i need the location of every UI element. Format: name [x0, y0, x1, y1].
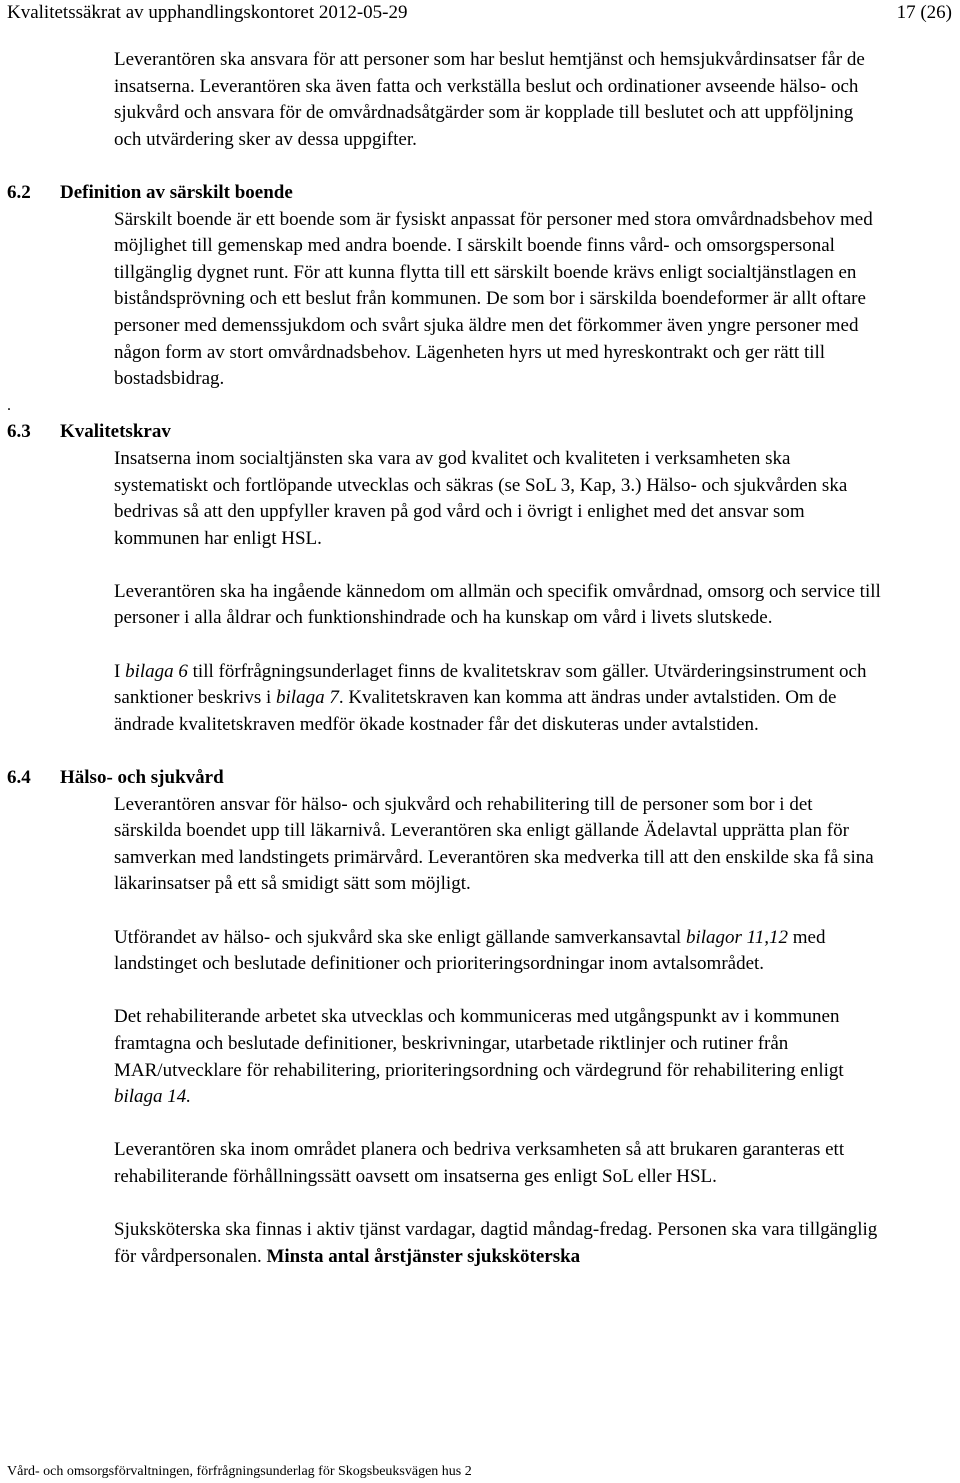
- paragraph: [114, 925, 884, 978]
- document-body: [0, 47, 960, 1270]
- section-6-3: [0, 419, 960, 738]
- section-title: Definition av särskilt boende: [60, 181, 293, 203]
- paragraph: Leverantören ansvar för hälso- och sjukvård och rehabilitering till de personer som bor i det särskilda boendet upp till läkarnivå. Leverantören ska enligt gällande Ädelavtal upprätta plan för samverkan med landstingets primärvård. Leverantören ska medverka till att den enskilde ska få sina läkarinsatser på ett så smidigt sätt som möjligt.: [114, 793, 874, 895]
- appendix-reference: bilaga 6: [125, 660, 188, 682]
- section-title: Hälso- och sjukvård: [60, 767, 224, 789]
- spacer: [0, 738, 960, 765]
- intro-paragraph: Leverantören ska ansvara för att personer som har beslut hemtjänst och hemsjukvårdinsatser får de insatserna. Leverantören ska även fatta och verkställa beslut och ordinationer avseende hälso- och sjukvård och ansvara för de omvårdnadsåtgärder som är kopplade till beslutet och att uppföljning och utvärdering sker av dessa uppgifter.: [114, 49, 865, 150]
- paragraph: [114, 1004, 884, 1110]
- spacer: [0, 153, 960, 180]
- paragraph: [114, 1217, 884, 1270]
- section-heading: [7, 180, 960, 207]
- section-6-2: [0, 180, 960, 393]
- paragraph: Leverantören ska ha ingående kännedom om allmän och specifik omvårdnad, omsorg och service till personer i alla åldrar och funktionshindrade och ha kunskap om vård i livets slutskede.: [114, 580, 881, 629]
- appendix-reference: bilaga 14.: [114, 1086, 192, 1108]
- text-run: med landstinget och beslutade definitioner och prioriteringsordningar inom avtalsområdet.: [114, 926, 826, 975]
- appendix-reference: bilaga 7: [276, 687, 339, 709]
- text-run: . Kvalitetskraven kan komma att ändras under avtalstiden. Om de ändrade kvalitetskraven medför ökade kostnader får det diskuteras under avtalstiden.: [114, 687, 837, 735]
- text-run: I: [114, 660, 126, 682]
- section-6-4: [0, 765, 960, 1270]
- section-title: Kvalitetskrav: [60, 421, 171, 443]
- section-heading: [7, 765, 960, 792]
- section-number: 6.2: [7, 181, 31, 203]
- header-title: Kvalitetssäkrat av upphandlingskontoret 2012-05-29: [7, 2, 408, 23]
- paragraph: [114, 659, 884, 739]
- text-run: Utförandet av hälso- och sjukvård ska ske enligt gällande samverkansavtal: [114, 926, 686, 948]
- paragraph: Särskilt boende är ett boende som är fysiskt anpassat för personer med stora omvårdnadsbehov med möjlighet till gemenskap med andra boende. I särskilt boende finns vård- och omsorgspersonal tillgänglig dygnet runt. För att kunna flytta till ett särskilt boende krävs enligt socialtjänstlagen en biståndsprövning och ett beslut från kommunen. De som bor i särskilda boendeformer är allt oftare personer med demenssjukdom och svårt sjuka äldre men det förkommer även yngre personer med någon form av stort omvårdnadsbehov. Lägenheten hyrs ut med hyreskontrakt och ger rätt till bostadsbidrag.: [114, 208, 873, 390]
- page-header: [7, 2, 952, 24]
- section-heading: [7, 419, 960, 446]
- text-run: till förfrågningsunderlaget finns de kvalitetskrav som gäller. Utvärderingsinstrument och sanktioner beskrivs i: [114, 660, 867, 709]
- paragraph: Leverantören ska inom området planera och bedriva verksamheten så att brukaren garanteras ett rehabiliterande förhållningssätt oavsett om insatserna ges enligt SoL eller HSL.: [114, 1139, 845, 1187]
- section-number: 6.3: [7, 421, 31, 443]
- bold-text: Minsta antal årstjänster sjuksköterska: [266, 1245, 581, 1267]
- appendix-reference: bilagor 11,12: [685, 926, 788, 948]
- stray-dot: .: [7, 396, 11, 414]
- paragraph: Insatserna inom socialtjänsten ska vara av god kvalitet och kvaliteten i verksamheten ska systematiskt och fortlöpande utvecklas och säkras (se SoL 3, Kap, 3.) Hälso- och sjukvården ska bedrivas så att den uppfyller kraven på god vård och i övrigt i enlighet med det ansvar som kommunen har enligt HSL.: [114, 447, 848, 549]
- page-number: 17 (26): [896, 2, 952, 23]
- page-footer: Vård- och omsorgsförvaltningen, förfrågningsunderlag för Skogsbeuksvägen hus 2: [7, 1464, 472, 1479]
- text-run: Det rehabiliterande arbetet ska utvecklas och kommuniceras med utgångspunkt av i kommunen framtagna och beslutade definitioner, beskrivningar, utarbetade riktlinjer och rutiner från MAR/utvecklare för rehabilitering, prioriteringsordning och värdegrund för rehabilitering enligt: [114, 1006, 844, 1081]
- section-number: 6.4: [7, 767, 31, 789]
- text-run: Sjuksköterska ska finnas i aktiv tjänst vardagar, dagtid måndag-fredag. Personen ska vara tillgänglig för vårdpersonalen.: [114, 1219, 878, 1267]
